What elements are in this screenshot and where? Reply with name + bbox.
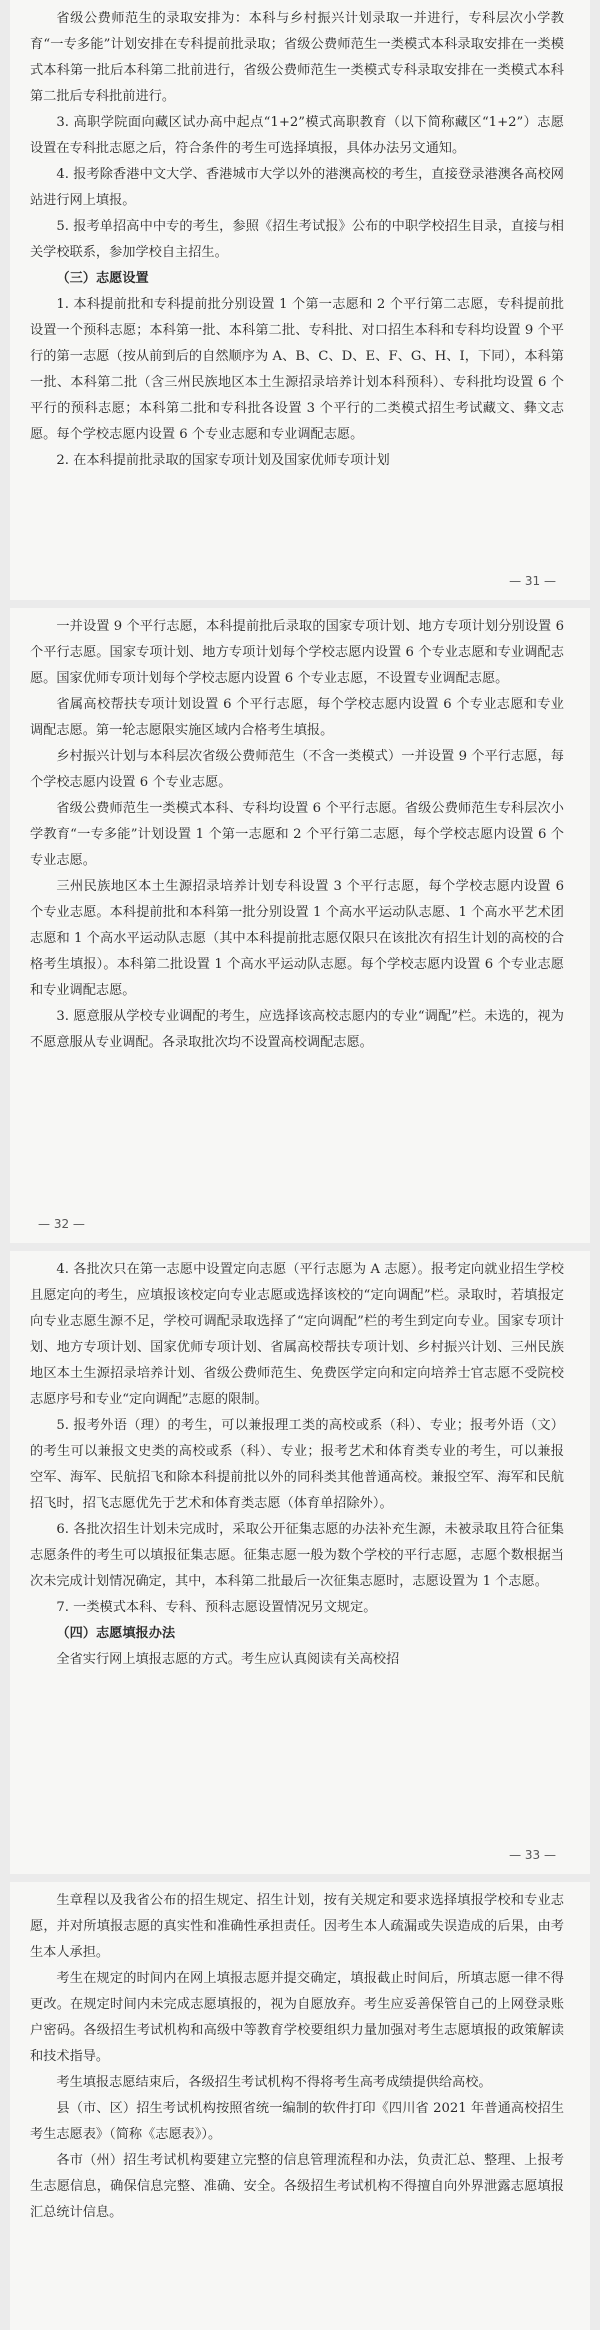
paragraph: 省级公费师范生的录取安排为：本科与乡村振兴计划录取一并进行，专科层次小学教育“一专多能”计划安排在专科提前批录取；省级公费师范生一类模式本科录取安排在一类模式本科第一批后本科第二批前进行，省级公费师范生一类模式专科录取安排在一类模式本科第二批后专科批前进行。 bbox=[30, 11, 564, 104]
paragraph: 一并设置 9 个平行志愿，本科提前批后录取的国家专项计划、地方专项计划分别设置 6 个平行志愿。国家专项计划、地方专项计划每个学校志愿内设置 6 个专业志愿和专业调配志愿。国家优师专项计划每个学校志愿内设置 6 个专业志愿，不设置专业调配志愿。 bbox=[30, 619, 564, 686]
section-heading: （三）志愿设置 bbox=[56, 271, 149, 286]
document-page-32 bbox=[10, 608, 590, 1243]
paragraph: 6. 各批次招生计划未完成时，采取公开征集志愿的办法补充生源，未被录取且符合征集志愿条件的考生可以填报征集志愿。征集志愿一般为数个学校的平行志愿，志愿个数根据当次未完成计划情况确定，其中，本科第二批最后一次征集志愿时，志愿设置为 1 个志愿。 bbox=[30, 1522, 564, 1589]
page-number: — 31 — bbox=[509, 574, 556, 588]
paragraph: 2. 在本科提前批录取的国家专项计划及国家优师专项计划 bbox=[56, 453, 390, 468]
paragraph: 3. 高职学院面向藏区试办高中起点“1+2”模式高职教育（以下简称藏区“1+2”）志愿设置在专科批志愿之后，符合条件的考生可选择填报，具体办法另文通知。 bbox=[30, 115, 564, 156]
paragraph: 5. 报考外语（理）的考生，可以兼报理工类的高校或系（科）、专业；报考外语（文）的考生可以兼报文史类的高校或系（科）、专业；报考艺术和体育类专业的考生，可以兼报空军、海军、民航招飞和除本科提前批以外的同科类其他普通高校。兼报空军、海军和民航招飞时，招飞志愿优先于艺术和体育类志愿（体育单招除外）。 bbox=[30, 1418, 564, 1511]
paragraph: 三州民族地区本土生源招录培养计划专科设置 3 个平行志愿，每个学校志愿内设置 6 个专业志愿。本科提前批和本科第一批分别设置 1 个高水平运动队志愿、1 个高水平艺术团志愿和 1 个高水平运动队志愿（其中本科提前批志愿仅限只在该批次有招生计划的高校的合格考生填报）。本科第二批设置 1 个高水平运动队志愿。每个学校志愿内设置 6 个专业志愿和专业调配志愿。 bbox=[30, 879, 564, 998]
paragraph: 省级公费师范生一类模式本科、专科均设置 6 个平行志愿。省级公费师范生专科层次小学教育“一专多能”计划设置 1 个第一志愿和 2 个平行第二志愿，每个学校志愿内设置 6 个专业志愿。 bbox=[30, 801, 564, 868]
paragraph: 1. 本科提前批和专科提前批分别设置 1 个第一志愿和 2 个平行第二志愿，专科提前批设置一个预科志愿；本科第一批、本科第二批、专科批、对口招生本科和专科均设置 9 个平行的第一志愿（按从前到后的自然顺序为 A、B、C、D、E、F、G、H、I，下同），本科第一批、本科第二批（含三州民族地区本土生源招录培养计划本科预科）、专科批均设置 6 个平行的预科志愿；本科第二批和专科批各设置 3 个平行的二类模式招生考试藏文、彝文志愿。每个学校志愿内设置 6 个专业志愿和专业调配志愿。 bbox=[30, 297, 564, 442]
document-page-33 bbox=[10, 1251, 590, 1874]
paragraph: 7. 一类模式本科、专科、预科志愿设置情况另文规定。 bbox=[56, 1600, 377, 1615]
paragraph: 3. 愿意服从学校专业调配的考生，应选择该高校志愿内的专业“调配”栏。未选的，视为不愿意服从专业调配。各录取批次均不设置高校调配志愿。 bbox=[30, 1009, 564, 1050]
paragraph: 乡村振兴计划与本科层次省级公费师范生（不含一类模式）一并设置 9 个平行志愿，每个学校志愿内设置 6 个专业志愿。 bbox=[30, 749, 564, 790]
section-heading: （四）志愿填报办法 bbox=[56, 1626, 176, 1641]
paragraph: 4. 各批次只在第一志愿中设置定向志愿（平行志愿为 A 志愿）。报考定向就业招生学校且愿定向的考生，应填报该校定向专业志愿或选择该校的“定向调配”栏。录取时，若填报定向专业志愿生源不足，学校可调配录取选择了“定向调配”栏的考生到定向专业。国家专项计划、地方专项计划、国家优师专项计划、省属高校帮扶专项计划、乡村振兴计划、三州民族地区本土生源招录培养计划、省级公费师范生、免费医学定向和定向培养士官志愿不受院校志愿序号和专业“定向调配”志愿的限制。 bbox=[30, 1262, 564, 1407]
page-number: — 32 — bbox=[38, 1217, 85, 1231]
paragraph: 各市（州）招生考试机构要建立完整的信息管理流程和办法，负责汇总、整理、上报考生志愿信息，确保信息完整、准确、安全。各级招生考试机构不得擅自向外界泄露志愿填报汇总统计信息。 bbox=[30, 2153, 564, 2220]
page-number: — 33 — bbox=[509, 1848, 556, 1862]
document-page-34 bbox=[10, 1882, 590, 2330]
paragraph: 生章程以及我省公布的招生规定、招生计划，按有关规定和要求选择填报学校和专业志愿，并对所填报志愿的真实性和准确性承担责任。因考生本人疏漏或失误造成的后果，由考生本人承担。 bbox=[30, 1893, 564, 1960]
document-page-31 bbox=[10, 0, 590, 600]
paragraph: 5. 报考单招高中中专的考生，参照《招生考试报》公布的中职学校招生目录，直接与相关学校联系，参加学校自主招生。 bbox=[30, 219, 564, 260]
paragraph: 考生在规定的时间内在网上填报志愿并提交确定，填报截止时间后，所填志愿一律不得更改。在规定时间内未完成志愿填报的，视为自愿放弃。考生应妥善保管自己的上网登录账户密码。各级招生考试机构和高级中等教育学校要组织力量加强对考生志愿填报的政策解读和技术指导。 bbox=[30, 1971, 564, 2064]
paragraph: 4. 报考除香港中文大学、香港城市大学以外的港澳高校的考生，直接登录港澳各高校网站进行网上填报。 bbox=[30, 167, 564, 208]
paragraph: 县（市、区）招生考试机构按照省统一编制的软件打印《四川省 2021 年普通高校招生考生志愿表》（简称《志愿表》）。 bbox=[30, 2101, 564, 2142]
paragraph: 考生填报志愿结束后，各级招生考试机构不得将考生高考成绩提供给高校。 bbox=[56, 2075, 492, 2090]
paragraph: 全省实行网上填报志愿的方式。考生应认真阅读有关高校招 bbox=[56, 1652, 400, 1667]
paragraph: 省属高校帮扶专项计划设置 6 个平行志愿，每个学校志愿内设置 6 个专业志愿和专业调配志愿。第一轮志愿限实施区域内合格考生填报。 bbox=[30, 697, 564, 738]
